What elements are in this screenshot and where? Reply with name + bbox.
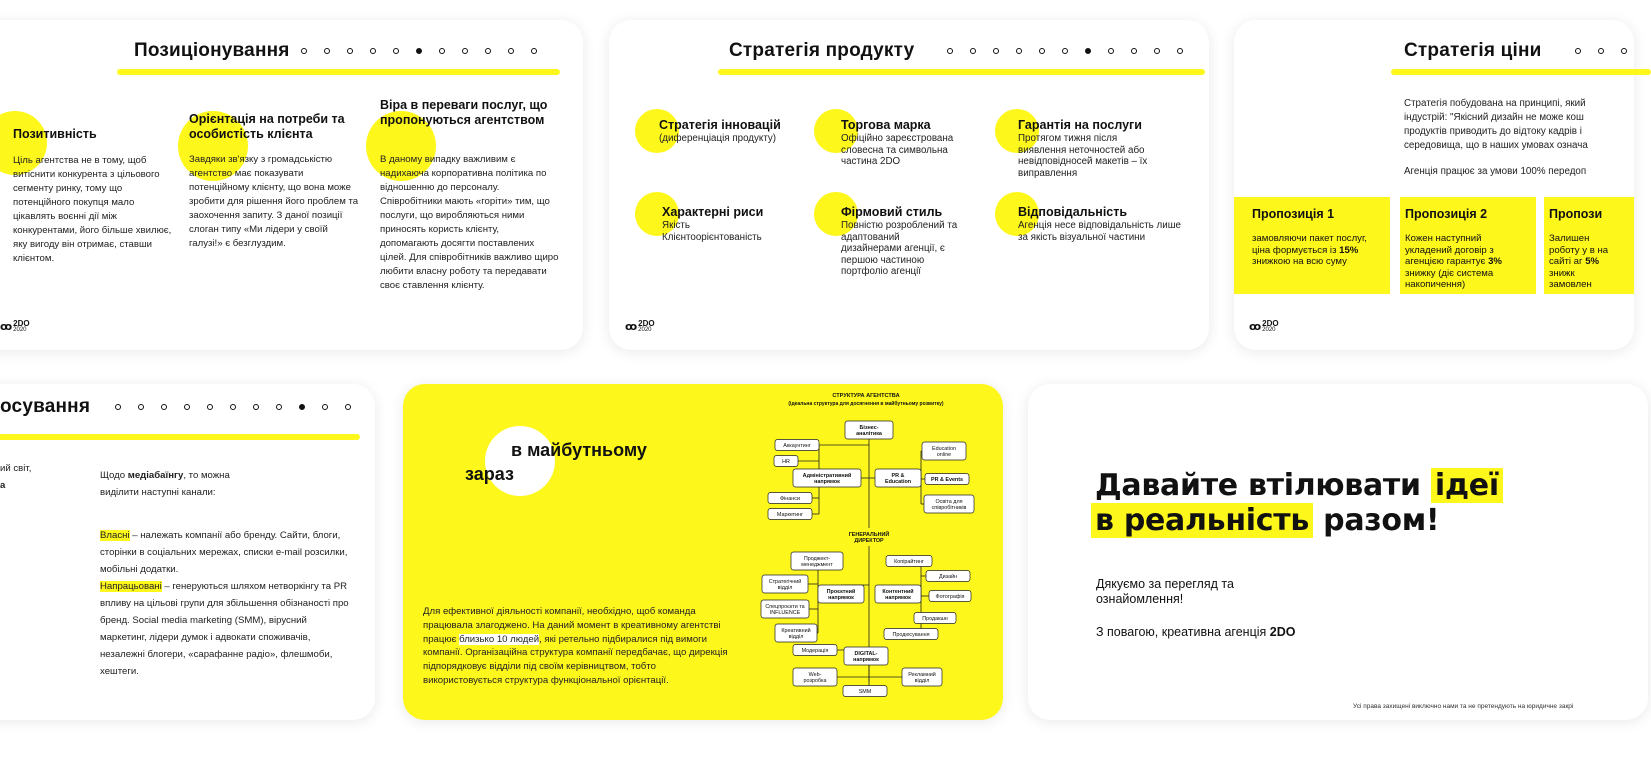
org-node-label: Рекламний відділ <box>908 671 936 685</box>
org-node <box>843 686 887 697</box>
org-node-label: ГЕНЕРАЛЬНИЙ ДИРЕКТОР <box>848 531 890 545</box>
org-node-label: DIGITAL-напрямок <box>853 650 879 664</box>
org-node <box>768 509 812 520</box>
org-chart-subtitle: (ідеальна структура для досягнення в майбутньому розвитку) <box>788 401 944 407</box>
mediabuying-intro: Щодо медіабаїнгу, то можна виділити наступні канали: <box>100 470 230 498</box>
org-node <box>844 647 888 665</box>
offer-title: Пропозиція 1 <box>1252 207 1335 221</box>
org-node <box>886 556 932 567</box>
closing-headline: Давайте втілювати ідеї <box>1095 468 1503 504</box>
owned-label: Власні <box>100 530 130 541</box>
closing-headline: в реальність разом! <box>1091 503 1439 539</box>
org-chart <box>403 384 1003 720</box>
org-node <box>793 645 837 656</box>
org-node-label: Адміністративний напрямок <box>802 472 852 486</box>
org-node-label: Проєктний напрямок <box>826 588 856 602</box>
offer-text: Залишен роботу у в на сайті аг 5% знижк замовлен <box>1549 233 1609 290</box>
org-node-label: Web-розробка <box>803 671 827 685</box>
offer-text: замовляючи пакет послуг, ціна формується із 15% знижкою на всю суму <box>1252 233 1367 267</box>
org-node-label: Education online <box>932 445 956 459</box>
org-node <box>924 495 974 513</box>
structure-description: Для ефективної діяльності компанії, необхідно, щоб команда працювала злагоджено. На даний момент в креативному агентстві працює близько 10 людей, які ретельно підбиралися під вимоги компанії. Організаційна структура компанії передбачає, що дирекція підпорядковує відділи під своїм керівництвом, тобто використовується структура функціональної орієнтації. <box>423 606 728 686</box>
offer-text: Кожен наступний укладений договір з агенцією гарантує 3% знижку (діє система накопичення) <box>1405 233 1502 290</box>
footer-copyright: Усі права захищені виключно нами та не претендують на юридичне закрі <box>1353 703 1574 710</box>
offer-card <box>1234 197 1390 294</box>
org-node <box>775 440 819 451</box>
thanks-text: Дякуємо за перегляд та ознайомлення! <box>1096 577 1234 606</box>
org-node <box>914 613 956 624</box>
item-text: Агенція несе відповідальність лише за якість візуальної частини <box>1018 220 1182 243</box>
slide-org-structure <box>403 384 1003 720</box>
intro-text: Стратегія побудована на принципі, який індустрій: "Якісний дизайн не може кош продуктів приводить до відтоку кадрів і середовища, що в наших умовах означа <box>1404 98 1588 151</box>
brand-logo: ꝏ 2DO 2020 <box>1249 319 1279 333</box>
org-node <box>929 591 971 602</box>
item-heading: Торгова марка <box>841 118 931 132</box>
org-node <box>791 552 843 570</box>
org-node-label: SMM <box>858 689 872 695</box>
org-chart-title: СТРУКТУРА АГЕНТСТВА <box>832 393 900 399</box>
slide-title: Стратегія ціни <box>1404 40 1542 61</box>
pagination-dots <box>301 48 554 54</box>
org-node <box>818 585 864 603</box>
org-node-label: PR & Education <box>884 472 912 486</box>
org-node <box>884 629 938 640</box>
offer-card <box>1544 197 1634 294</box>
slide-title: осування <box>0 396 91 417</box>
org-node-label: Аккаунтинг <box>783 443 811 449</box>
item-text: Ціль агентства не в тому, щоб витіснити конкурента з цільового сегменту ринку, тому що потенційного покупця мало цікавлять воєнні дії між конкурентами, його більше хвилює, яку вигоду він отримає, ставши клієнтом. <box>13 155 172 264</box>
org-node-label: Креативний відділ <box>781 627 811 641</box>
org-node <box>922 442 966 460</box>
section-heading: в майбутньому <box>511 440 647 460</box>
org-node-label: Копірайтинг <box>894 559 924 565</box>
left-fragment: ий світ, <box>0 463 32 474</box>
org-node <box>845 421 893 439</box>
brand-logo: ꝏ 2DO 2020 <box>0 319 30 333</box>
item-text: (диференціація продукту) <box>659 133 777 144</box>
org-node <box>768 493 812 504</box>
org-node-label: Фотографія <box>935 594 965 600</box>
org-node-label: Бізнес-аналітика <box>856 424 882 438</box>
pagination-dots <box>1575 48 1644 54</box>
org-node-label: Контентний напрямок <box>882 588 914 602</box>
section-heading: зараз <box>465 464 514 484</box>
org-node <box>775 624 817 642</box>
pagination-dots <box>947 48 1200 54</box>
org-node <box>793 469 861 487</box>
item-text: Якість Клієнтоорієнтованість <box>662 220 762 243</box>
item-heading: Позитивність <box>13 127 97 141</box>
org-node <box>761 600 809 618</box>
earned-media-text: Напрацьовані – генеруються шляхом нетворкінгу та PR впливу на цільові групи для збільшення обізнаності про бренд. Social media marketing (SMM), вірусний маркетинг, лідери думок і адвокати споживачів, незалежні блогери, «сарафанне радіо», флешмоби, хештеги. <box>100 581 349 677</box>
owned-media-text: Власні – належать компанії або бренду. Сайти, блоги, сторінки в соціальних мережах, списки e-mail розсилки, мобільні додатки. <box>100 530 348 575</box>
offer-title: Пропози <box>1549 207 1603 221</box>
org-node-label: Продакшн <box>922 616 948 622</box>
org-node-label: Модерація <box>801 648 829 654</box>
org-node <box>902 668 942 686</box>
item-heading: Гарантія на послуги <box>1018 118 1142 132</box>
org-node-label: Дизайн <box>938 574 958 580</box>
payment-note: Агенція працює за умови 100% передоп <box>1404 166 1587 177</box>
item-heading: Фірмовий стиль <box>841 205 943 219</box>
earned-label: Напрацьовані <box>100 581 162 592</box>
item-heading: Характерні риси <box>662 205 764 219</box>
offer-card <box>1400 197 1536 294</box>
org-node-label: Фінанси <box>780 496 800 502</box>
org-node-label: Маркетинг <box>776 512 804 518</box>
org-node <box>774 456 798 467</box>
title-underline <box>117 69 560 75</box>
org-node-label: Спецпроєкти та INFLUENCE <box>765 603 805 617</box>
slide-promotion <box>0 384 375 720</box>
org-node-label: PR & Events <box>930 477 964 483</box>
org-node-label: Освіта для співробітників <box>931 498 967 512</box>
pagination-dots <box>115 404 368 410</box>
item-heading: Стратегія інновацій <box>659 118 781 132</box>
item-text: Повністю розроблений та адаптований дизайнерами агенції, є першою частиною портфоліо агенції <box>841 220 958 277</box>
item-heading: Орієнтація на потреби та особистість клієнта <box>189 112 345 141</box>
slide-positioning <box>0 20 583 350</box>
org-node <box>762 575 808 593</box>
org-node <box>849 530 890 544</box>
org-node <box>875 469 921 487</box>
slide-product-strategy <box>609 20 1209 350</box>
regards-text: З повагою, креативна агенція 2DO <box>1096 625 1296 639</box>
title-underline <box>1391 69 1651 75</box>
slide-closing <box>1028 384 1648 720</box>
slide-price-strategy <box>1234 20 1634 350</box>
org-node-label: Проджект-менеджмент <box>801 555 833 569</box>
item-text: В даному випадку важливим є надихаюча корпоративна політика по відношенню до персоналу. Співробітники мають «горіти» тим, що послуги, що виробляються ними приносять користь клієнту, допомагають досягти поставлених цілей. Для співробітників важливо щиро любити власну роботу та передавати своє ставлення клієнту. <box>380 154 559 291</box>
org-node-label: Стратегічний відділ <box>768 578 802 592</box>
org-node-label: HR <box>782 459 790 465</box>
left-fragment: а <box>0 480 6 491</box>
org-node-label: Продюсування <box>892 632 930 638</box>
slide-title: Позиціонування <box>134 40 290 61</box>
title-underline <box>718 69 1205 75</box>
slide-title: Стратегія продукту <box>729 40 915 61</box>
item-heading: Віра в переваги послуг, що пропонуються агентством <box>380 98 548 127</box>
org-node <box>926 571 970 582</box>
brand-logo: ꝏ 2DO 2020 <box>625 319 655 333</box>
org-node <box>793 668 837 686</box>
org-node <box>875 585 921 603</box>
item-text: Протягом тижня після виявлення неточностей або невідповідносей макетів – їх виправлення <box>1018 133 1148 179</box>
item-text: Завдяки зв'язку з громадськістю агентство має показувати потенційному клієнту, що вона може зробити для рішення його проблем та заохочення запиту. З даної позиції слоган типу «Ми лідери у своїй галузі!» є безглуздим. <box>189 154 359 249</box>
offer-title: Пропозиція 2 <box>1405 207 1488 221</box>
title-underline <box>0 434 360 440</box>
item-heading: Відповідальність <box>1018 205 1128 219</box>
item-text: Офіційно зареєстрована словесна та символьна частина 2DO <box>841 133 954 167</box>
org-node <box>925 474 969 485</box>
